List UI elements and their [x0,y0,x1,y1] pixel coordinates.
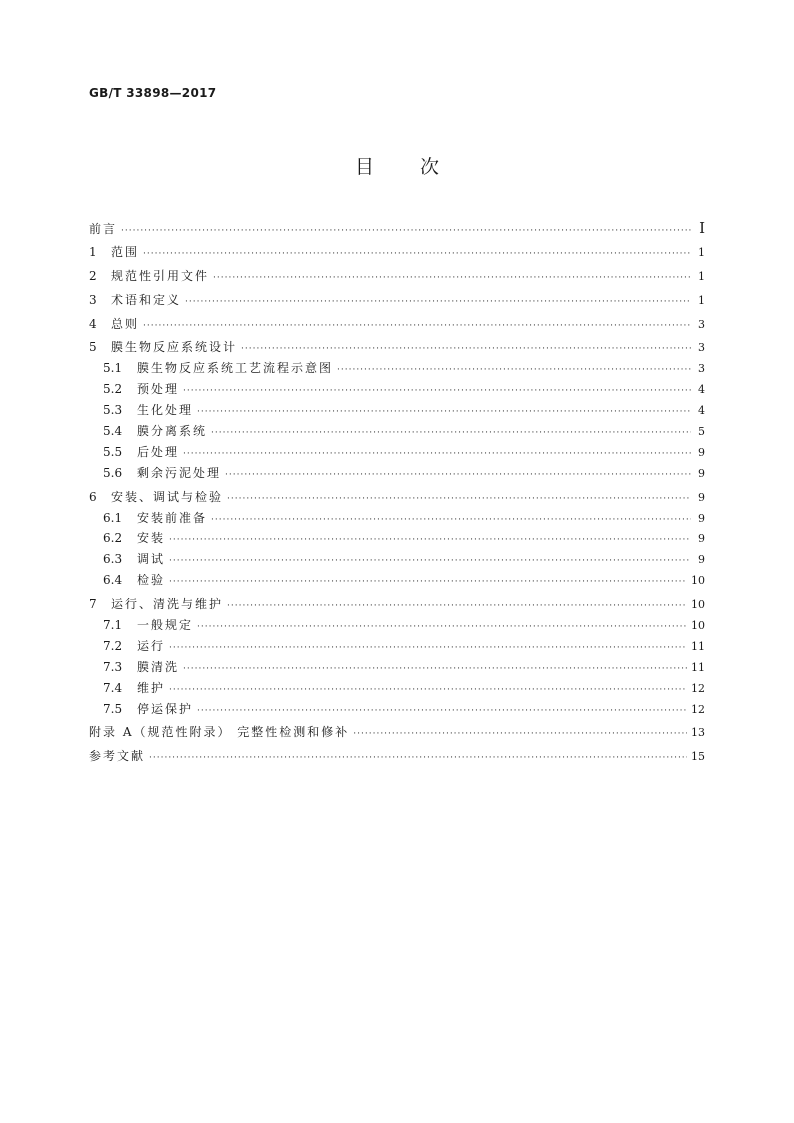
toc-entry-page-number: 3 [698,341,705,355]
toc-entry-number: 5.6 [103,465,123,480]
toc-entry-page-number: 12 [691,681,705,695]
toc-entry[interactable] [89,379,705,400]
toc-entry-label: 附录 A（规范性附录） 完整性检测和修补 [89,725,350,740]
toc-entry-number: 5.3 [103,403,123,418]
toc-entry-label: 检验 [137,573,166,588]
toc-entry-page-number: 9 [698,553,705,567]
toc-dot-leader [169,638,687,658]
toc-entry[interactable] [89,549,705,570]
toc-entry-page-number: 5 [698,425,705,439]
toc-entry-page-number: 10 [691,598,705,612]
toc-dot-leader [227,489,691,509]
toc-dot-leader [183,381,691,401]
toc-dot-leader [227,596,687,616]
toc-entry-label: 后处理 [137,444,180,459]
toc-entry-label: 前言 [89,222,118,236]
toc-dot-leader [169,530,691,550]
toc-entry-page-number: 11 [691,639,705,653]
toc-dot-leader [149,748,687,768]
toc-entry-number: 6.2 [103,531,123,546]
toc-dot-leader [241,339,691,359]
toc-dot-leader [183,444,691,464]
toc-entry-page-number: I [699,219,705,237]
toc-dot-leader [185,292,691,312]
toc-dot-leader [353,724,687,744]
toc-entry[interactable] [89,570,705,591]
toc-entry-number: 4 [89,316,97,331]
toc-entry-label: 术语和定义 [111,292,182,307]
toc-entry-page-number: 4 [698,383,705,397]
toc-entry[interactable] [89,594,705,615]
toc-entry[interactable] [89,358,705,379]
toc-entry-label: 预处理 [137,382,180,397]
toc-entry-number: 1 [89,244,97,259]
toc-entry-page-number: 10 [691,574,705,588]
toc-entry-number: 2 [89,268,97,283]
toc-entry-label: 安装 [137,531,166,546]
toc-entry-number: 6 [89,489,97,504]
toc-entry-label: 膜分离系统 [137,424,208,439]
toc-entry-label: 膜清洗 [137,659,180,674]
standard-code: GB/T 33898—2017 [89,86,217,100]
toc-entry-page-number: 9 [698,532,705,546]
toc-entry-number: 5.2 [103,382,123,397]
toc-dot-leader [197,617,687,637]
toc-entry-number: 5.4 [103,424,123,439]
toc-entry[interactable] [89,678,705,699]
toc-entry-number: 5.5 [103,444,123,459]
toc-entry-label: 一般规定 [137,618,194,633]
toc-entry[interactable] [89,463,705,484]
toc-entry-label: 安装前准备 [137,510,208,525]
toc-entry-label: 生化处理 [137,403,194,418]
toc-entry[interactable] [89,657,705,678]
page-title: 目 次 [354,156,440,178]
toc-entry-number: 7.3 [103,659,123,674]
toc-dot-leader [121,221,691,241]
toc-entry[interactable] [89,615,705,636]
toc-entry-page-number: 1 [698,293,705,307]
toc-entry-number: 3 [89,292,97,307]
toc-entry-number: 7 [89,597,97,612]
toc-dot-leader [225,465,691,485]
toc-dot-leader [169,680,687,700]
toc-entry-number: 5.1 [103,361,123,376]
toc-entry[interactable] [89,218,705,239]
toc-entry-page-number: 1 [698,269,705,283]
toc-entry-label: 总则 [111,316,140,331]
toc-entry-number: 7.2 [103,638,123,653]
toc-entry-number: 7.1 [103,618,123,633]
toc-dot-leader [337,360,691,380]
toc-entry-number: 7.5 [103,701,123,716]
toc-entry[interactable] [89,266,705,287]
toc-entry-label: 安装、调试与检验 [111,489,224,504]
toc-entry[interactable] [89,746,705,767]
toc-entry-number: 6.4 [103,573,123,588]
toc-entry-label: 剩余污泥处理 [137,465,222,480]
toc-entry-label: 规范性引用文件 [111,268,210,283]
toc-dot-leader [213,268,691,288]
toc-entry[interactable] [89,290,705,311]
toc-entry-page-number: 3 [698,362,705,376]
toc-dot-leader [183,659,687,679]
toc-entry-page-number: 12 [691,702,705,716]
toc-entry-label: 运行 [137,638,166,653]
toc-entry-label: 调试 [137,552,166,567]
toc-entry-label: 范围 [111,244,140,259]
toc-dot-leader [211,423,691,443]
toc-entry-number: 7.4 [103,680,123,695]
toc-entry-label: 停运保护 [137,701,194,716]
toc-dot-leader [143,244,691,264]
toc-entry[interactable] [89,242,705,263]
toc-entry-page-number: 11 [691,660,705,674]
toc-entry-page-number: 3 [698,317,705,331]
toc-entry[interactable] [89,487,705,508]
toc-entry-label: 参考文献 [89,749,146,764]
toc-entry-label: 膜生物反应系统工艺流程示意图 [137,361,334,376]
toc-entry[interactable] [89,337,705,358]
toc-entry-page-number: 9 [698,466,705,480]
toc-dot-leader [197,701,687,721]
toc-entry[interactable] [89,421,705,442]
toc-entry-page-number: 9 [698,490,705,504]
toc-entry[interactable] [89,508,705,529]
toc-entry-page-number: 9 [698,511,705,525]
toc-entry-number: 6.3 [103,552,123,567]
toc-entry[interactable] [89,699,705,720]
toc-entry[interactable] [89,400,705,421]
toc-entry-number: 6.1 [103,510,123,525]
toc-entry-page-number: 13 [691,726,705,740]
toc-entry-number: 5 [89,340,97,355]
toc-entry[interactable] [89,636,705,657]
toc-entry-label: 膜生物反应系统设计 [111,340,238,355]
toc-entry[interactable] [89,314,705,335]
toc-entry-page-number: 4 [698,404,705,418]
toc-entry[interactable] [89,442,705,463]
toc-entry[interactable] [89,722,705,743]
toc-entry-page-number: 9 [698,445,705,459]
table-of-contents [89,215,705,767]
toc-dot-leader [197,402,691,422]
toc-dot-leader [143,316,691,336]
toc-entry-label: 运行、清洗与维护 [111,597,224,612]
toc-entry[interactable] [89,528,705,549]
toc-entry-label: 维护 [137,680,166,695]
toc-dot-leader [211,510,691,530]
toc-entry-page-number: 15 [691,750,705,764]
toc-entry-page-number: 1 [698,245,705,259]
toc-entry-page-number: 10 [691,619,705,633]
toc-dot-leader [169,551,691,571]
toc-dot-leader [169,572,687,592]
